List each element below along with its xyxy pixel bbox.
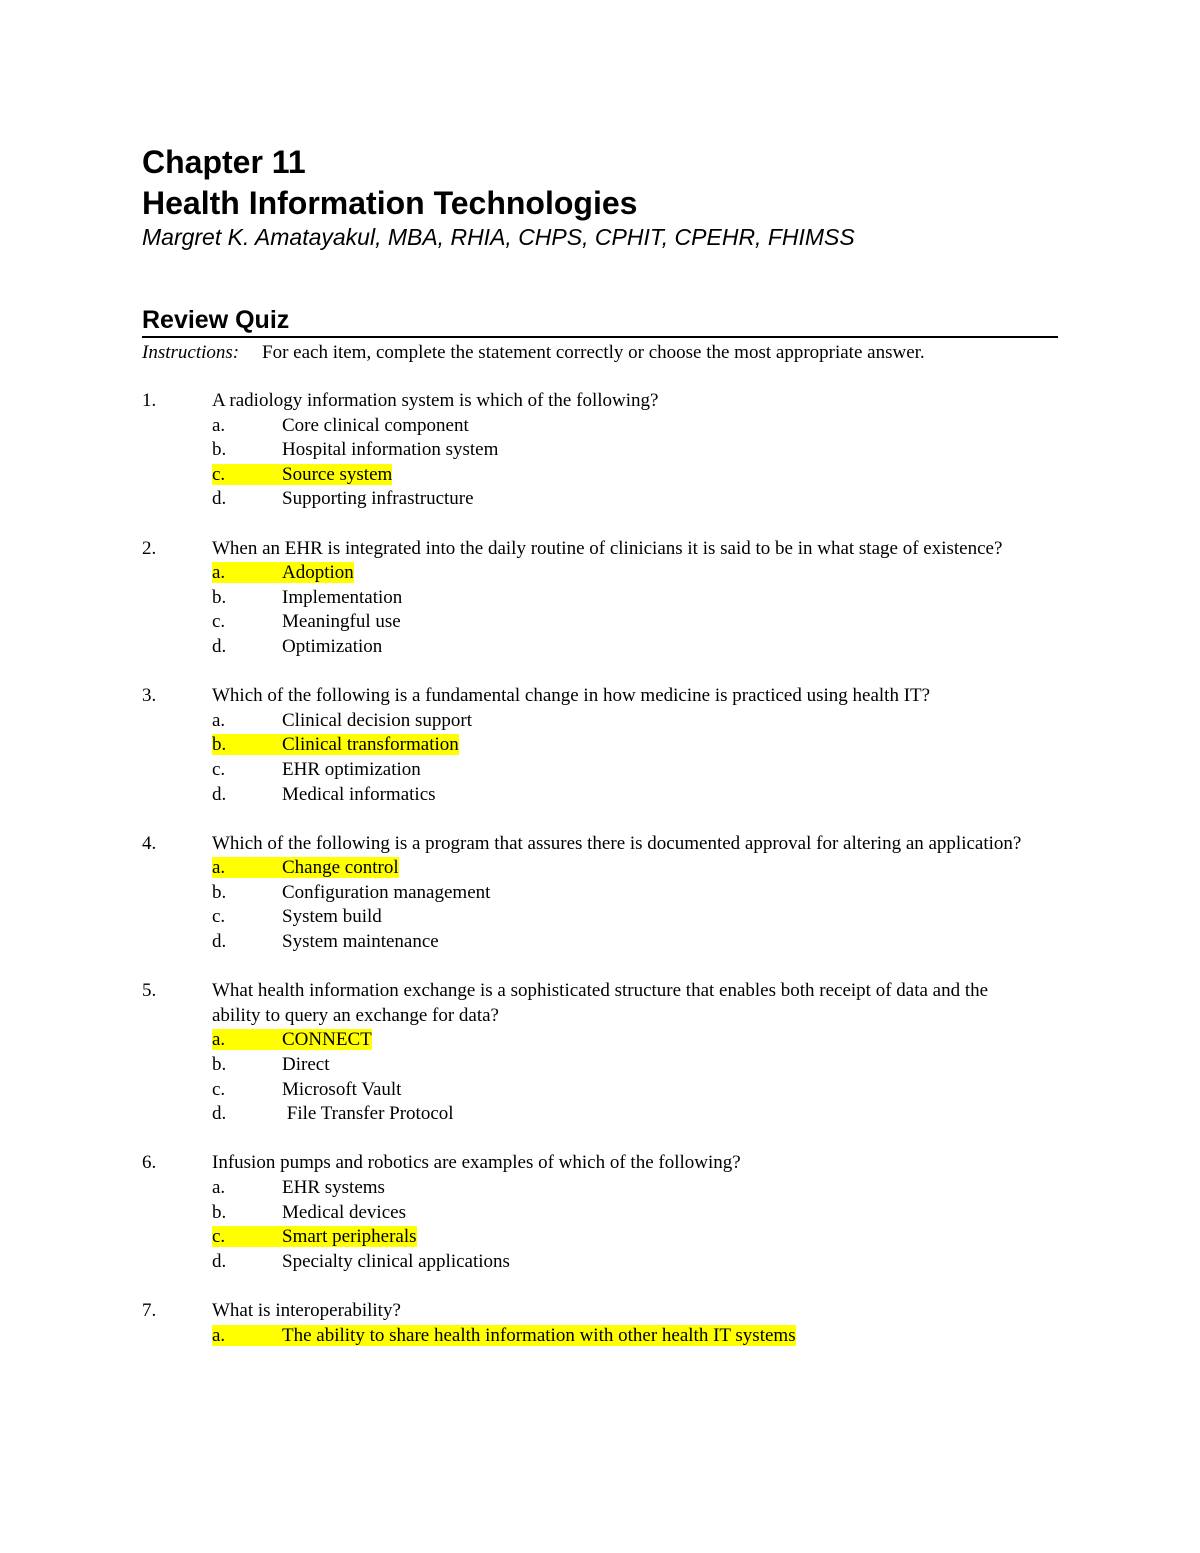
option-letter: c.: [212, 906, 226, 928]
option-letter: a.: [212, 1029, 226, 1051]
quiz-question-list: [142, 389, 1058, 1373]
option-letter: c.: [212, 1226, 226, 1248]
answer-option-highlighted: [212, 856, 1058, 881]
instructions-lead: Instructions:: [142, 342, 240, 363]
option-text: Optimization: [282, 635, 383, 657]
question-stem: [142, 832, 1058, 857]
option-content: [212, 759, 421, 780]
option-letter: b.: [212, 586, 227, 608]
answer-option-highlighted: [212, 463, 1058, 488]
option-text: Direct: [282, 1054, 330, 1076]
option-text: EHR systems: [282, 1177, 385, 1198]
option-content: [212, 1054, 329, 1075]
quiz-question: [142, 389, 1058, 512]
option-text: Implementation: [282, 586, 403, 608]
option-text: Specialty clinical applications: [282, 1250, 510, 1272]
option-letter: b.: [212, 439, 227, 461]
option-letter: b.: [212, 734, 227, 756]
option-content: [212, 1029, 372, 1050]
option-letter: c.: [212, 463, 226, 485]
option-content: [212, 1103, 454, 1124]
answer-option: [212, 709, 1058, 734]
option-content: [212, 488, 474, 509]
option-text: File Transfer Protocol: [282, 1103, 454, 1125]
option-content: [212, 857, 399, 878]
option-text: Core clinical component: [282, 414, 469, 436]
instructions-text: For each item, complete the statement correctly or choose the most appropriate answer.: [262, 342, 925, 363]
question-number: 3.: [142, 685, 157, 707]
option-letter: b.: [212, 1054, 227, 1076]
question-number: 7.: [142, 1299, 157, 1321]
option-letter: c.: [212, 1078, 226, 1100]
option-content: [212, 1325, 796, 1346]
option-letter: d.: [212, 1250, 227, 1272]
chapter-label: Chapter 11: [142, 144, 306, 180]
option-text: Hospital information system: [282, 439, 499, 461]
question-number: 6.: [142, 1152, 157, 1174]
quiz-question: [142, 1299, 1058, 1348]
question-number: 5.: [142, 980, 157, 1002]
option-content: [212, 734, 459, 755]
option-content: [212, 882, 490, 903]
option-content: [212, 1079, 401, 1100]
question-text: Infusion pumps and robotics are examples of which of the following?: [212, 1152, 741, 1174]
question-stem: [142, 684, 1058, 709]
answer-option: [212, 783, 1058, 808]
answer-option: [212, 1176, 1058, 1201]
option-content: [212, 1202, 406, 1223]
option-text: Medical devices: [282, 1201, 406, 1223]
author-line: Margret K. Amatayakul, MBA, RHIA, CHPS, CPHIT, CPEHR, FHIMSS: [142, 224, 855, 250]
answer-option: [212, 881, 1058, 906]
option-content: [212, 784, 436, 805]
option-text: EHR optimization: [282, 758, 421, 780]
option-text: Medical informatics: [282, 783, 436, 805]
option-letter: c.: [212, 611, 226, 633]
option-text: Smart peripherals: [282, 1226, 417, 1248]
answer-option: [212, 905, 1058, 930]
answer-option-highlighted: [212, 733, 1058, 758]
question-text: Which of the following is a fundamental change in how medicine is practiced using health IT?: [212, 685, 931, 707]
option-letter: b.: [212, 881, 227, 903]
option-text: CONNECT: [282, 1029, 372, 1051]
option-letter: d.: [212, 783, 227, 805]
option-text: Supporting infrastructure: [282, 488, 474, 510]
option-letter: a.: [212, 1177, 226, 1198]
option-content: [212, 415, 469, 436]
question-number: 4.: [142, 832, 157, 854]
quiz-question: [142, 979, 1058, 1127]
option-letter: d.: [212, 931, 227, 953]
answer-option-highlighted: [212, 1225, 1058, 1250]
answer-option: [212, 487, 1058, 512]
answer-option: [212, 930, 1058, 955]
question-stem: [142, 389, 1058, 414]
quiz-question: [142, 684, 1058, 807]
question-number: 1.: [142, 390, 157, 411]
question-text: What health information exchange is a sophisticated structure that enables both receipt of data and the ability to query an exchange for data?: [212, 980, 989, 1026]
option-content: [212, 1251, 510, 1272]
option-content: [212, 1226, 417, 1247]
answer-option: [212, 414, 1058, 439]
answer-option: [212, 1201, 1058, 1226]
answer-option: [212, 1053, 1058, 1078]
quiz-question: [142, 1151, 1058, 1274]
option-text: Source system: [282, 463, 393, 485]
option-content: [212, 931, 439, 952]
answer-option: [212, 758, 1058, 783]
option-text: System maintenance: [282, 931, 439, 953]
heading-underline-rule: [142, 336, 1058, 338]
answer-option: [212, 1250, 1058, 1275]
option-letter: b.: [212, 1201, 227, 1223]
option-letter: a.: [212, 709, 226, 731]
option-text: Configuration management: [282, 881, 491, 903]
option-text: Microsoft Vault: [282, 1078, 402, 1100]
option-letter: a.: [212, 562, 226, 584]
question-stem: [142, 537, 1058, 562]
question-number: 2.: [142, 537, 157, 559]
option-letter: a.: [212, 857, 226, 879]
answer-option: [212, 586, 1058, 611]
question-text: What is interoperability?: [212, 1299, 401, 1321]
option-text: Meaningful use: [282, 611, 401, 633]
option-content: [212, 636, 382, 657]
option-content: [212, 710, 472, 731]
answer-option-highlighted: [212, 1324, 1058, 1349]
answer-option: [212, 1102, 1058, 1127]
answer-option: [212, 635, 1058, 660]
option-text: Clinical decision support: [282, 709, 472, 731]
question-text: A radiology information system is which of the following?: [212, 390, 659, 411]
answer-option-highlighted: [212, 561, 1058, 586]
option-letter: c.: [212, 758, 226, 780]
document-title: Health Information Technologies: [142, 185, 638, 221]
answer-option: [212, 610, 1058, 635]
instructions: [142, 340, 925, 365]
option-letter: a.: [212, 1324, 226, 1346]
option-content: [212, 906, 382, 927]
option-content: [212, 562, 354, 583]
option-letter: d.: [212, 488, 227, 510]
section-heading: Review Quiz: [142, 306, 290, 334]
question-stem: [142, 1151, 1058, 1176]
option-text: The ability to share health information with other health IT systems: [282, 1324, 796, 1346]
option-text: Adoption: [282, 562, 354, 584]
option-letter: d.: [212, 1103, 227, 1125]
option-content: [212, 1177, 385, 1198]
question-text: When an EHR is integrated into the daily routine of clinicians it is said to be in what stage of existence?: [212, 537, 1003, 559]
option-content: [212, 439, 498, 460]
option-text: Change control: [282, 857, 399, 879]
option-content: [212, 611, 401, 632]
option-text: System build: [282, 906, 382, 928]
option-content: [212, 587, 402, 608]
answer-option: [212, 1078, 1058, 1103]
option-text: Clinical transformation: [282, 734, 459, 756]
answer-option: [212, 438, 1058, 463]
question-text: Which of the following is a program that assures there is documented approval for altering an application?: [212, 832, 1022, 854]
option-letter: a.: [212, 414, 226, 436]
option-content: [212, 464, 392, 485]
quiz-question: [142, 537, 1058, 660]
question-stem: [142, 1299, 1058, 1324]
quiz-question: [142, 832, 1058, 955]
question-stem: [142, 979, 1058, 1028]
answer-option-highlighted: [212, 1028, 1058, 1053]
option-letter: d.: [212, 635, 227, 657]
